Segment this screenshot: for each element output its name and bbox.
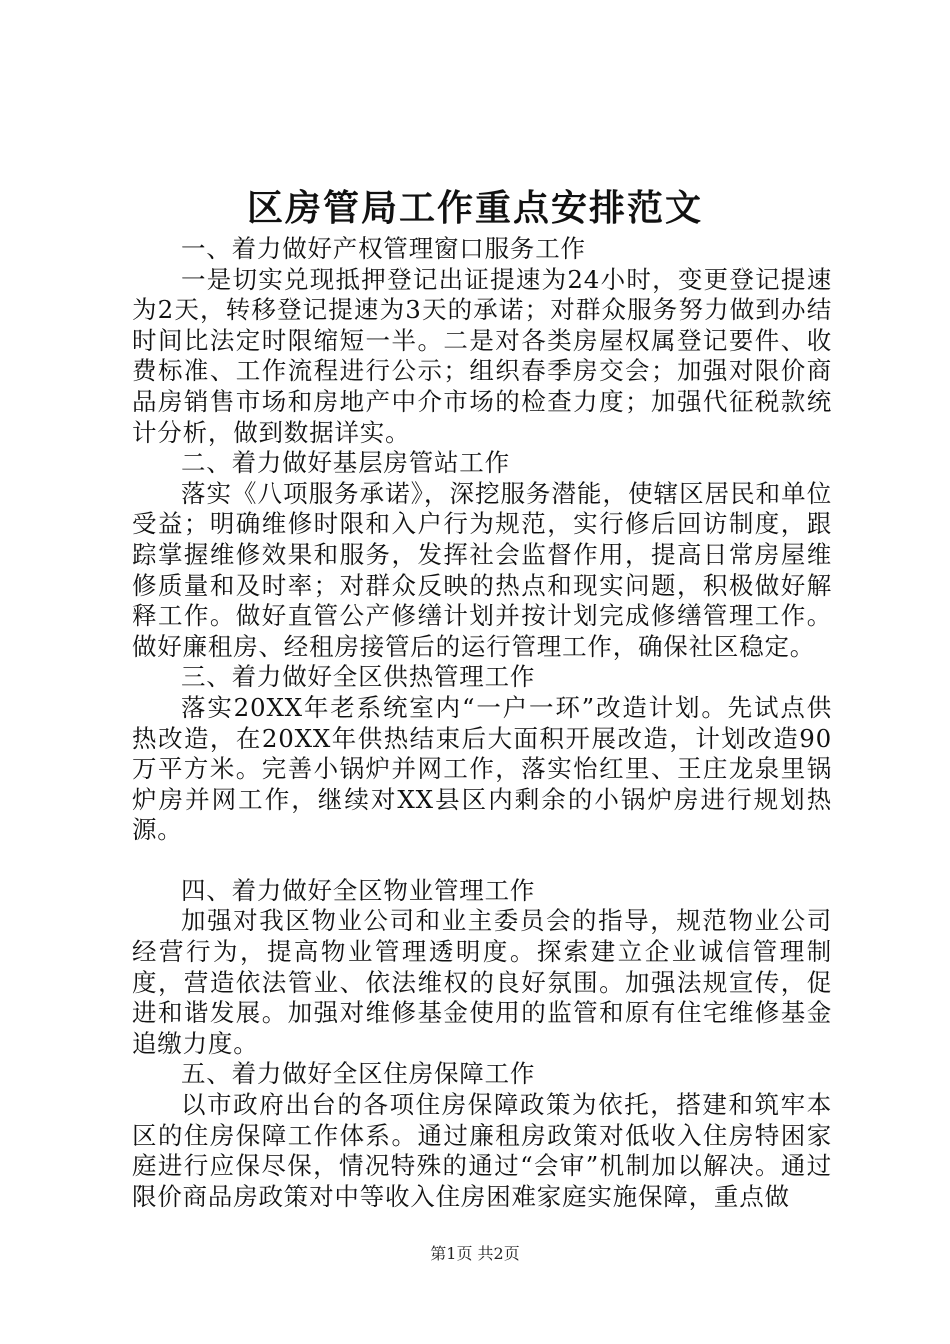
section-heading-5: 五、着力做好全区住房保障工作 (181, 1059, 536, 1089)
section-heading-4: 四、着力做好全区物业管理工作 (181, 875, 536, 905)
section-heading-3: 三、着力做好全区供热管理工作 (181, 662, 536, 692)
section-heading-2: 二、着力做好基层房管站工作 (181, 448, 510, 478)
section-body-1: 一是切实兑现抵押登记出证提速为24小时，变更登记提速为2天，转移登记提速为3天的承诺；对群众服务努力做到办结时间比法定时限缩短一半。二是对各类房屋权属登记要件、收费标准、工作流程进行公示；组织春季房交会；加强对限价商品房销售市场和房地产中介市场的检查力度；加强代征税款统计分析，做到数据详实。 (132, 264, 832, 447)
page-number-footer: 第1页 共2页 (430, 1244, 520, 1263)
section-body-3: 落实20XX年老系统室内“一户一环”改造计划。先试点供热改造，在20XX年供热结束后大面积开展改造，计划改造90万平方米。完善小锅炉并网工作，落实怡红里、王庄龙泉里锅炉房并网工作，继续对XX县区内剩余的小锅炉房进行规划热源。 (132, 692, 832, 845)
section-body-5: 以市政府出台的各项住房保障政策为依托，搭建和筑牢本区的住房保障工作体系。通过廉租房政策对低收入住房特困家庭进行应保尽保，情况特殊的通过“会审”机制加以解决。通过限价商品房政策对中等收入住房困难家庭实施保障，重点做 (132, 1090, 832, 1211)
section-body-4: 加强对我区物业公司和业主委员会的指导，规范物业公司经营行为，提高物业管理透明度。探索建立企业诚信管理制度，营造依法管业、依法维权的良好氛围。加强法规宣传，促进和谐发展。加强对维修基金使用的监管和原有住宅维修基金追缴力度。 (132, 906, 832, 1058)
document-title: 区房管局工作重点安排范文 (246, 187, 703, 229)
paragraph-gap (132, 846, 832, 876)
section-heading-1: 一、着力做好产权管理窗口服务工作 (181, 234, 586, 263)
document-body (132, 234, 832, 1212)
section-body-2: 落实《八项服务承诺》，深挖服务潜能，使辖区居民和单位受益；明确维修时限和入户行为规范，实行修后回访制度，跟踪掌握维修效果和服务，发挥社会监督作用，提高日常房屋维修质量和及时率；对群众反映的热点和现实问题，积极做好解释工作。做好直管公产修缮计划并按计划完成修缮管理工作。做好廉租房、经租房接管后的运行管理工作，确保社区稳定。 (132, 478, 832, 661)
